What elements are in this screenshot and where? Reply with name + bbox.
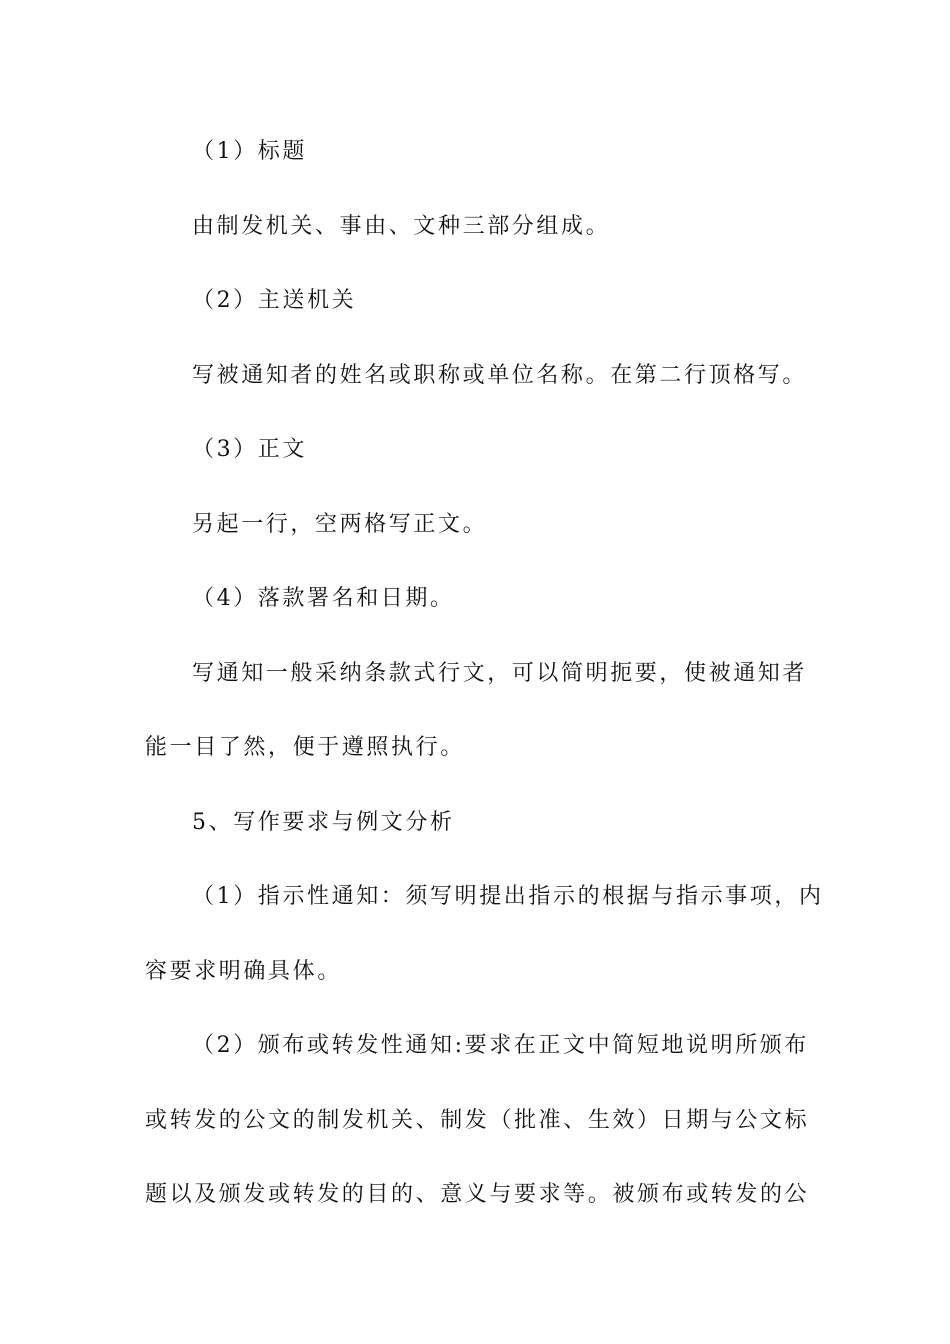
paragraph-directive-line1: （1）指示性通知：须写明提出指示的根据与指示事项，内 <box>192 884 824 909</box>
paragraph-body-desc: 另起一行，空两格写正文。 <box>192 512 488 537</box>
paragraph-promulgation-line3: 题以及颁发或转发的目的、意义与要求等。被颁布或转发的公 <box>145 1182 810 1207</box>
paragraph-promulgation-line1: （2）颁布或转发性通知:要求在正文中简短地说明所颁布 <box>192 1033 810 1058</box>
heading-title-item: （1）标题 <box>192 139 307 164</box>
paragraph-style-line2: 能一目了然，便于遵照执行。 <box>145 735 465 760</box>
paragraph-promulgation-line2: 或转发的公文的制发机关、制发（批准、生效）日期与公文标 <box>145 1108 810 1133</box>
paragraph-recipient-desc: 写被通知者的姓名或职称或单位名称。在第二行顶格写。 <box>192 363 808 388</box>
heading-recipient-item: （2）主送机关 <box>192 288 357 313</box>
paragraph-title-desc: 由制发机关、事由、文种三部分组成。 <box>192 214 611 239</box>
paragraph-style-line1: 写通知一般采纳条款式行文，可以简明扼要，使被通知者 <box>192 661 808 686</box>
heading-body-item: （3）正文 <box>192 437 307 462</box>
paragraph-directive-line2: 容要求明确具体。 <box>145 959 342 984</box>
section-heading-writing-requirements: 5、写作要求与例文分析 <box>192 810 455 835</box>
heading-signature-item: （4）落款署名和日期。 <box>192 586 455 611</box>
